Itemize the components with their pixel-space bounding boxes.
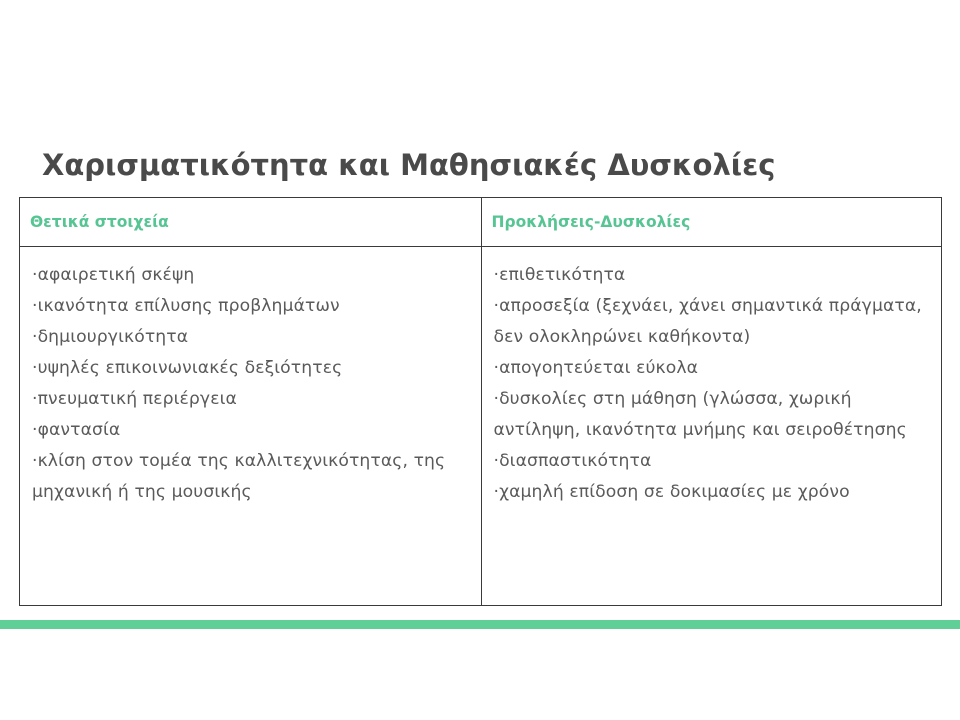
list-item: ·επιθετικότητα bbox=[493, 265, 626, 285]
list-item: ·πνευματική περιέργεια bbox=[32, 389, 237, 409]
comparison-table bbox=[19, 197, 942, 606]
table-row bbox=[20, 247, 942, 606]
list-item: ·κλίση στον τομέα της καλλιτεχνικότητας, της μηχανική ή της μουσικής bbox=[32, 451, 446, 502]
list-item: ·αφαιρετική σκέψη bbox=[32, 265, 195, 285]
list-item: ·ικανότητα επίλυσης προβλημάτων bbox=[32, 296, 340, 316]
list-item: ·δημιουργικότητα bbox=[32, 327, 189, 347]
list-item: ·δυσκολίες στη μάθηση (γλώσσα, χωρική αντίληψη, ικανότητα μνήμης και σειροθέτησης bbox=[493, 389, 907, 440]
list-item: ·απογοητεύεται εύκολα bbox=[493, 358, 699, 378]
table-header-row bbox=[20, 198, 942, 247]
header-positive: Θετικά στοιχεία bbox=[20, 198, 482, 247]
list-item: ·φαντασία bbox=[32, 420, 121, 440]
list-item: ·υψηλές επικοινωνιακές δεξιότητες bbox=[32, 358, 343, 378]
positive-list bbox=[32, 260, 471, 508]
positive-cell bbox=[20, 247, 482, 606]
challenges-cell bbox=[481, 247, 942, 606]
list-item: ·διασπαστικότητα bbox=[493, 451, 652, 471]
challenges-list bbox=[494, 260, 932, 508]
slide-title: Χαρισματικότητα και Μαθησιακές Δυσκολίες bbox=[42, 148, 776, 182]
accent-band bbox=[0, 620, 960, 629]
list-item: ·χαμηλή επίδοση σε δοκιμασίες με χρόνο bbox=[493, 482, 850, 502]
header-challenges: Προκλήσεις-Δυσκολίες bbox=[481, 198, 942, 247]
list-item: ·απροσεξία (ξεχνάει, χάνει σημαντικά πράγματα, δεν ολοκληρώνει καθήκοντα) bbox=[493, 296, 922, 347]
